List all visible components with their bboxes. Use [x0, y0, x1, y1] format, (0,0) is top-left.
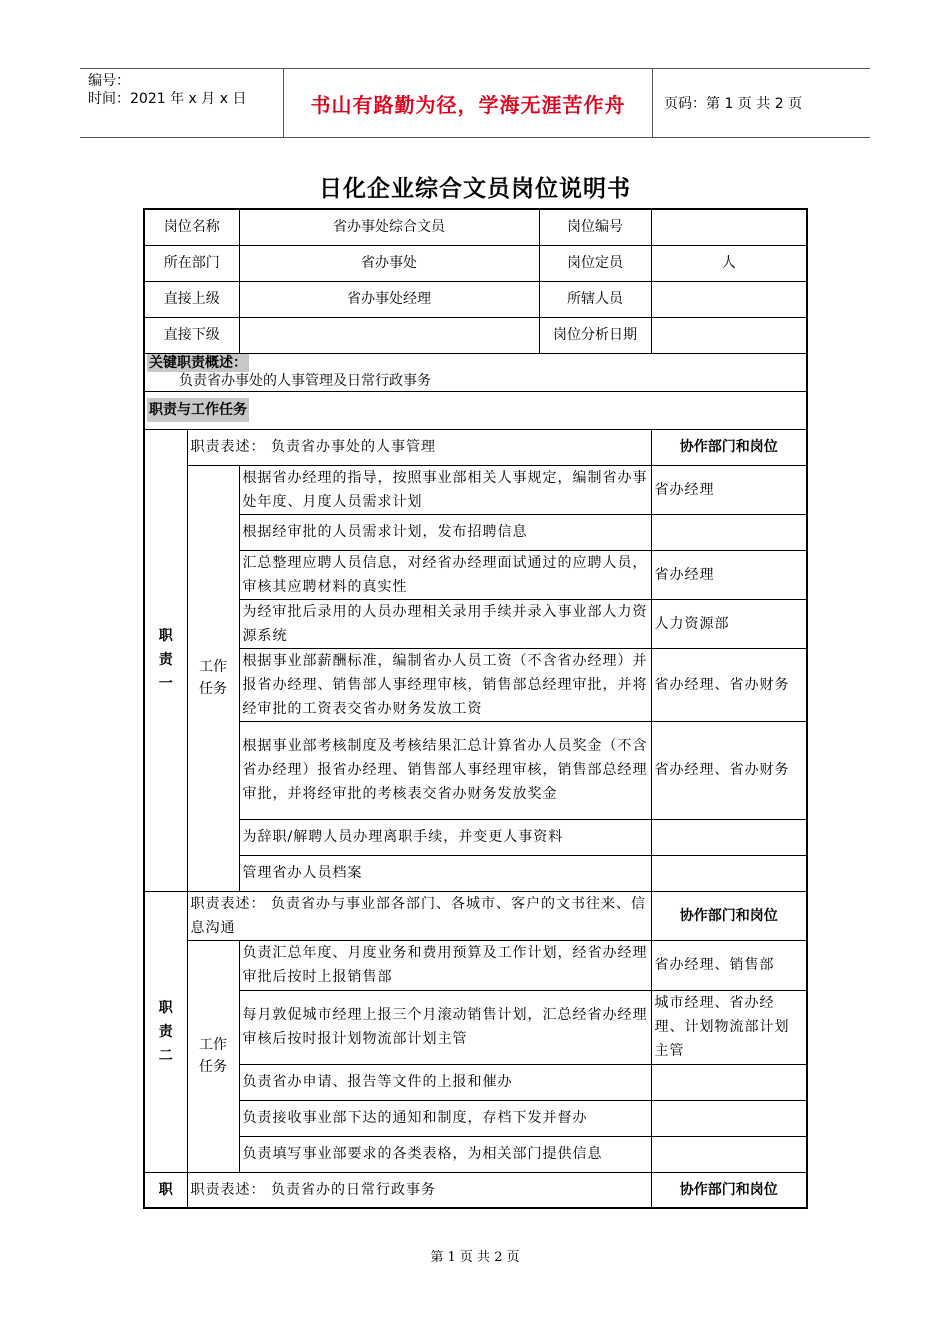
page-header	[80, 68, 870, 138]
post-name-label: 岗位名称	[144, 209, 239, 245]
duty-description: 职责表述： 负责省办的日常行政事务	[187, 1172, 651, 1208]
key-summary-label: 关键职责概述：	[149, 355, 247, 371]
task-text: 根据省办经理的指导，按照事业部相关人事规定，编制省办事处年度、月度人员需求计划	[239, 465, 651, 514]
key-summary	[144, 353, 807, 391]
superior-value: 省办事处经理	[239, 281, 539, 317]
task-row	[144, 990, 807, 1064]
duty-row	[144, 1172, 807, 1208]
subordinates-label: 所辖人员	[539, 281, 651, 317]
row-key-summary	[144, 353, 807, 391]
duty-label: 职	[144, 1172, 187, 1208]
task-partner	[651, 1100, 807, 1136]
task-row	[144, 1064, 807, 1100]
row-dept	[144, 245, 807, 281]
dept-label: 所在部门	[144, 245, 239, 281]
task-row	[144, 940, 807, 990]
post-code-value	[651, 209, 807, 245]
partner-header: 协作部门和岗位	[651, 891, 807, 940]
task-row	[144, 648, 807, 721]
key-summary-text: 负责省办事处的人事管理及日常行政事务	[179, 373, 431, 389]
row-superior	[144, 281, 807, 317]
page-title: 日化企业综合文员岗位说明书	[319, 176, 631, 202]
task-text: 根据事业部考核制度及考核结果汇总计算省办人员奖金（不含省办经理）报省办经理、销售部人事经理审核，销售部总经理审批，并将经审批的考核表交省办财务发放奖金	[239, 721, 651, 819]
task-partner: 省办经理	[651, 465, 807, 514]
task-row	[144, 721, 807, 819]
task-partner	[651, 819, 807, 855]
dept-value: 省办事处	[239, 245, 539, 281]
task-row	[144, 819, 807, 855]
row-post-name	[144, 209, 807, 245]
work-tasks-label-text: 工作任务	[199, 1037, 227, 1075]
work-tasks-label	[187, 465, 239, 891]
row-duties-heading	[144, 391, 807, 429]
headcount-label: 岗位定员	[539, 245, 651, 281]
duty-row	[144, 429, 807, 465]
task-partner: 人力资源部	[651, 599, 807, 648]
header-slogan: 书山有路勤为径，学海无涯苦作舟	[283, 69, 653, 137]
headcount-value: 人	[651, 245, 807, 281]
task-text: 汇总整理应聘人员信息，对经省办经理面试通过的应聘人员，审核其应聘材料的真实性	[239, 550, 651, 599]
task-text: 管理省办人员档案	[239, 855, 651, 891]
job-description-table	[143, 208, 808, 1209]
task-partner: 省办经理、省办财务	[651, 721, 807, 819]
row-direct-sub	[144, 317, 807, 353]
task-text: 负责接收事业部下达的通知和制度，存档下发并督办	[239, 1100, 651, 1136]
task-row	[144, 855, 807, 891]
duty-label	[144, 429, 187, 891]
task-text: 根据事业部薪酬标准，编制省办人员工资（不含省办经理）并报省办经理、销售部人事经理审核，销售部总经理审批，并将经审批的工资表交省办财务发放工资	[239, 648, 651, 721]
task-text: 负责填写事业部要求的各类表格，为相关部门提供信息	[239, 1136, 651, 1172]
analysis-date-label: 岗位分析日期	[539, 317, 651, 353]
post-code-label: 岗位编号	[539, 209, 651, 245]
duties-heading	[144, 391, 807, 429]
task-partner	[651, 514, 807, 550]
task-row	[144, 465, 807, 514]
task-text: 为经审批后录用的人员办理相关录用手续并录入事业部人力资源系统	[239, 599, 651, 648]
task-text: 负责汇总年度、月度业务和费用预算及工作计划，经省办经理审批后按时上报销售部	[239, 940, 651, 990]
duty-description: 职责表述： 负责省办与事业部各部门、各城市、客户的文书往来、信息沟通	[187, 891, 651, 940]
subordinates-value	[651, 281, 807, 317]
header-meta	[80, 69, 282, 137]
direct-sub-label: 直接下级	[144, 317, 239, 353]
task-row	[144, 599, 807, 648]
task-row	[144, 550, 807, 599]
partner-header: 协作部门和岗位	[651, 429, 807, 465]
task-text: 为辞职/解聘人员办理离职手续，并变更人事资料	[239, 819, 651, 855]
superior-label: 直接上级	[144, 281, 239, 317]
direct-sub-value	[239, 317, 539, 353]
page-footer: 第 1 页 共 2 页	[430, 1250, 520, 1265]
task-row	[144, 1100, 807, 1136]
doc-date: 时间：2021 年 x 月 x 日	[88, 91, 247, 107]
duty-row	[144, 891, 807, 940]
task-row	[144, 1136, 807, 1172]
header-page-info: 页码：第 1 页 共 2 页	[664, 96, 803, 112]
task-text: 根据经审批的人员需求计划，发布招聘信息	[239, 514, 651, 550]
analysis-date-value	[651, 317, 807, 353]
post-name-value: 省办事处综合文员	[239, 209, 539, 245]
partner-header: 协作部门和岗位	[651, 1172, 807, 1208]
work-tasks-label-text: 工作任务	[199, 659, 227, 697]
work-tasks-label	[187, 940, 239, 1172]
task-partner	[651, 1136, 807, 1172]
duty-label	[144, 891, 187, 1172]
task-partner: 省办经理	[651, 550, 807, 599]
duty-label-text: 职责一	[158, 628, 173, 692]
task-text: 每月敦促城市经理上报三个月滚动销售计划，汇总经省办经理审核后按时报计划物流部计划主管	[239, 990, 651, 1064]
task-partner: 城市经理、省办经理、计划物流部计划主管	[651, 990, 807, 1064]
task-partner: 省办经理、销售部	[651, 940, 807, 990]
duties-heading-text: 职责与工作任务	[147, 398, 249, 422]
task-row	[144, 514, 807, 550]
duty-description: 职责表述： 负责省办事处的人事管理	[187, 429, 651, 465]
task-partner	[651, 855, 807, 891]
task-partner: 省办经理、省办财务	[651, 648, 807, 721]
duty-label-text: 职责二	[158, 999, 173, 1064]
task-partner	[651, 1064, 807, 1100]
task-text: 负责省办申请、报告等文件的上报和催办	[239, 1064, 651, 1100]
doc-code: 编号：	[88, 73, 130, 89]
